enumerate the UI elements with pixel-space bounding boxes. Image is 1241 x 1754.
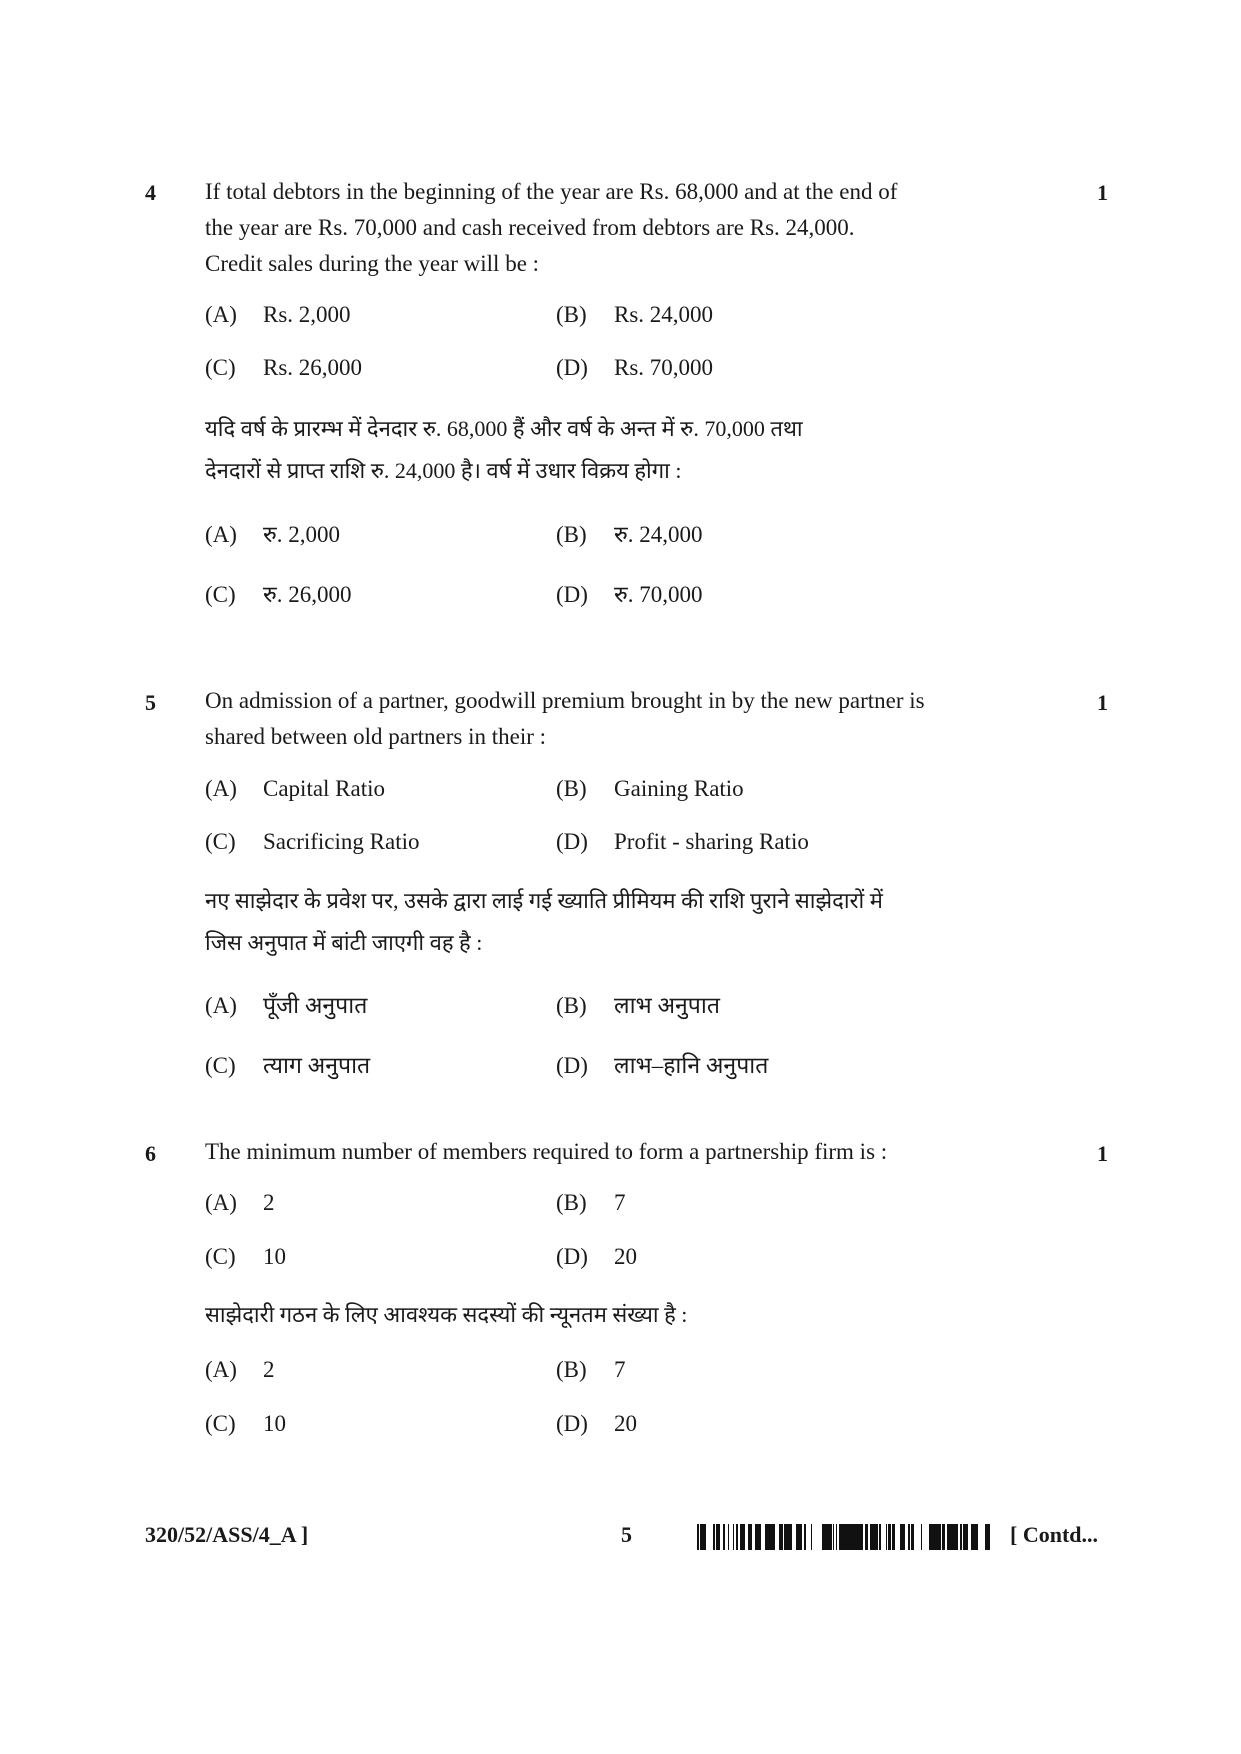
barcode-bar [742, 1524, 745, 1550]
page-footer [0, 1522, 1241, 1562]
barcode-bar [987, 1524, 990, 1550]
barcode-bar [749, 1524, 752, 1550]
barcode-bar [757, 1524, 759, 1550]
barcode-bar [966, 1524, 968, 1550]
barcode-bar [947, 1524, 950, 1550]
barcode-bar [859, 1524, 861, 1550]
option-a-hindi: (A) पूँजी अनुपात [205, 993, 368, 1018]
barcode-bar [759, 1524, 761, 1550]
barcode-bar [843, 1524, 844, 1550]
barcode [697, 1524, 995, 1550]
barcode-bar [893, 1524, 894, 1550]
option-b-hindi: (B) रु. 24,000 [556, 522, 703, 547]
barcode-bar [839, 1524, 841, 1550]
option-c-hindi: (C) 10 [205, 1411, 286, 1436]
question-line: नए साझेदार के प्रवेश पर, उसके द्वारा लाई गई ख्याति प्रीमियम की राशि पुराने साझेदारों में [205, 888, 883, 913]
barcode-bar [784, 1524, 786, 1550]
barcode-bar [825, 1524, 827, 1550]
barcode-bar [865, 1524, 868, 1550]
barcode-bar [888, 1524, 891, 1550]
barcode-bar [736, 1524, 737, 1550]
barcode-bar [804, 1524, 806, 1550]
question-text-hindi [205, 1294, 1065, 1336]
barcode-bar [728, 1524, 729, 1550]
question-line: Credit sales during the year will be : [205, 251, 540, 276]
barcode-bar [908, 1524, 910, 1550]
barcode-bar [985, 1524, 987, 1550]
question-line: If total debtors in the beginning of the year are Rs. 68,000 and at the end of [205, 179, 898, 204]
barcode-bar [886, 1524, 887, 1550]
option-c: (C) Sacrificing Ratio [205, 829, 420, 854]
barcode-bar [827, 1524, 829, 1550]
barcode-bar [844, 1524, 846, 1550]
question-line: the year are Rs. 70,000 and cash received from debtors are Rs. 24,000. [205, 215, 855, 240]
option-a-hindi: (A) रु. 2,000 [205, 522, 341, 547]
barcode-bar [836, 1524, 837, 1550]
barcode-bar [929, 1524, 932, 1550]
question-line: देनदारों से प्राप्त राशि रु. 24,000 है। वर्ष में उधार विक्रय होगा : [205, 458, 682, 483]
barcode-bar [950, 1524, 953, 1550]
question-number: 6 [145, 1141, 156, 1166]
barcode-bar [955, 1524, 958, 1550]
option-b: (B) 7 [556, 1190, 626, 1215]
option-b-hindi: (B) लाभ अनुपात [556, 993, 720, 1018]
barcode-bar [976, 1524, 978, 1550]
barcode-bar [748, 1524, 749, 1550]
barcode-bar [854, 1524, 856, 1550]
barcode-bar [841, 1524, 843, 1550]
option-a-hindi: (A) 2 [205, 1357, 275, 1382]
barcode-bar [829, 1524, 832, 1550]
barcode-bar [846, 1524, 849, 1550]
option-a: (A) Capital Ratio [205, 776, 386, 801]
barcode-bar [716, 1524, 719, 1550]
barcode-bar [943, 1524, 945, 1550]
barcode-bar [933, 1524, 936, 1550]
option-c-hindi: (C) त्याग अनुपात [205, 1053, 371, 1078]
barcode-bar [861, 1524, 863, 1550]
barcode-bar [772, 1524, 775, 1550]
barcode-bar [766, 1524, 769, 1550]
barcode-bar [791, 1524, 792, 1550]
barcode-bar [900, 1524, 902, 1550]
barcode-bar [856, 1524, 859, 1550]
question-marks: 1 [1097, 180, 1108, 205]
barcode-bar [963, 1524, 966, 1550]
barcode-bar [833, 1524, 834, 1550]
barcode-bar [912, 1524, 914, 1550]
barcode-bar [786, 1524, 787, 1550]
barcode-bar [737, 1524, 738, 1550]
page-number: 5 [621, 1522, 632, 1547]
barcode-bar [973, 1524, 976, 1550]
continued-label: [ Contd... [1010, 1522, 1099, 1547]
option-b-hindi: (B) 7 [556, 1357, 626, 1382]
option-d: (D) Profit - sharing Ratio [556, 829, 809, 854]
barcode-bar [938, 1524, 941, 1550]
question-line: The minimum number of members required to form a partnership firm is : [205, 1139, 888, 1164]
barcode-bar [719, 1524, 720, 1550]
question-line: shared between old partners in their : [205, 724, 547, 749]
barcode-bar [700, 1524, 702, 1550]
barcode-bar [849, 1524, 851, 1550]
barcode-bar [697, 1524, 699, 1550]
option-c-hindi: (C) रु. 26,000 [205, 582, 352, 607]
barcode-bar [705, 1524, 706, 1550]
barcode-bar [824, 1524, 825, 1550]
barcode-bar [799, 1524, 801, 1550]
barcode-bar [811, 1524, 812, 1550]
question-line: साझेदारी गठन के लिए आवश्यक सदस्यों की न्यूनतम संख्या है : [205, 1302, 688, 1327]
barcode-bar [822, 1524, 824, 1550]
barcode-bar [942, 1524, 943, 1550]
question-text-hindi [205, 408, 1065, 492]
barcode-bar [787, 1524, 789, 1550]
barcode-bar [932, 1524, 933, 1550]
option-d-hindi: (D) 20 [556, 1411, 637, 1436]
barcode-bar [703, 1524, 705, 1550]
question-line: On admission of a partner, goodwill premium brought in by the new partner is [205, 688, 925, 713]
barcode-bar [733, 1524, 734, 1550]
barcode-bar [870, 1524, 873, 1550]
barcode-bar [902, 1524, 905, 1550]
option-d-hindi: (D) रु. 70,000 [556, 582, 703, 607]
question-marks: 1 [1097, 690, 1108, 715]
barcode-bar [953, 1524, 954, 1550]
barcode-bar [873, 1524, 875, 1550]
option-a: (A) Rs. 2,000 [205, 302, 351, 327]
option-c: (C) Rs. 26,000 [205, 355, 363, 380]
paper-code: 320/52/ASS/4_A ] [145, 1522, 309, 1547]
barcode-bar [713, 1524, 715, 1550]
option-d: (D) Rs. 70,000 [556, 355, 714, 380]
question-number: 4 [145, 180, 156, 205]
question-line: यदि वर्ष के प्रारम्भ में देनदार रु. 68,000 हैं और वर्ष के अन्त में रु. 70,000 तथा [205, 416, 803, 441]
question-text-english [205, 174, 1055, 282]
question-text-hindi [205, 880, 1065, 964]
barcode-bar [755, 1524, 757, 1550]
barcode-bar [936, 1524, 938, 1550]
barcode-bar [801, 1524, 802, 1550]
barcode-bar [954, 1524, 955, 1550]
question-number: 5 [145, 690, 156, 715]
barcode-bar [779, 1524, 782, 1550]
barcode-bar [740, 1524, 742, 1550]
option-d-hindi: (D) लाभ–हानि अनुपात [556, 1053, 769, 1078]
barcode-bar [875, 1524, 878, 1550]
option-c: (C) 10 [205, 1244, 286, 1269]
option-a: (A) 2 [205, 1190, 275, 1215]
barcode-bar [851, 1524, 854, 1550]
barcode-bar [702, 1524, 703, 1550]
barcode-bar [765, 1524, 766, 1550]
barcode-bar [921, 1524, 922, 1550]
option-d: (D) 20 [556, 1244, 637, 1269]
question-text-english [205, 683, 1055, 755]
barcode-bar [879, 1524, 881, 1550]
barcode-bar [960, 1524, 962, 1550]
barcode-bar [796, 1524, 799, 1550]
barcode-bar [782, 1524, 783, 1550]
barcode-bar [911, 1524, 912, 1550]
question-text-english [205, 1134, 1055, 1170]
barcode-bar [723, 1524, 725, 1550]
barcode-bar [971, 1524, 973, 1550]
barcode-bar [894, 1524, 895, 1550]
barcode-bar [892, 1524, 893, 1550]
barcode-bar [789, 1524, 791, 1550]
option-b: (B) Rs. 24,000 [556, 302, 714, 327]
question-marks: 1 [1097, 1141, 1108, 1166]
option-b: (B) Gaining Ratio [556, 776, 744, 801]
question-line: जिस अनुपात में बांटी जाएगी वह है : [205, 930, 483, 955]
barcode-bar [769, 1524, 772, 1550]
